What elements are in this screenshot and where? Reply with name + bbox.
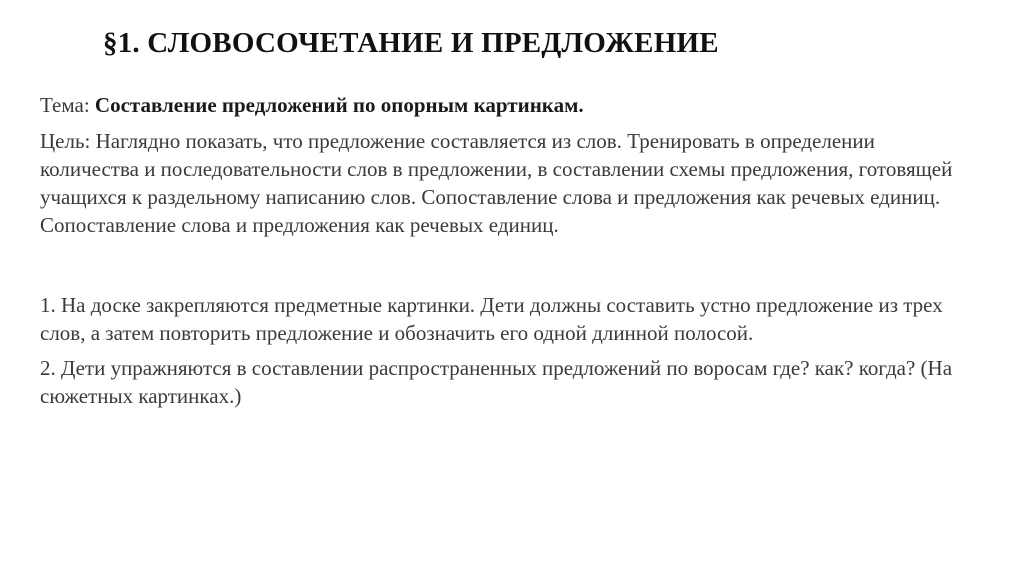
- slide-body: [40, 91, 960, 410]
- topic-value: Составление предложений по опорным картинкам.: [94, 93, 584, 117]
- slide-title: §1. СЛОВОСОЧЕТАНИЕ И ПРЕДЛОЖЕНИЕ: [103, 27, 719, 59]
- goal-paragraph: [40, 127, 960, 239]
- step-item-1: 1. На доске закрепляются предметные картинки. Дети должны составить устно предложение из трех слов, а затем повторить предложение и обозначить его одной длинной полосой.: [40, 293, 943, 345]
- topic-label: Тема:: [40, 93, 95, 117]
- goal-text: Наглядно показать, что предложение составляется из слов. Тренировать в определении количества и последовательности слов в предложении, в составлении схемы предложения, готовящей учащихся к раздельному написанию слов. Сопоставление слова и предложения как речевых единиц. Сопоставление слова и предложения как речевых единиц.: [40, 129, 953, 237]
- step-item-2: 2. Дети упражняются в составлении распространенных предложений по воросам где? как? когда? (На сюжетных картинках.): [40, 356, 953, 408]
- goal-label: Цель:: [40, 129, 96, 153]
- topic-line: [40, 91, 960, 119]
